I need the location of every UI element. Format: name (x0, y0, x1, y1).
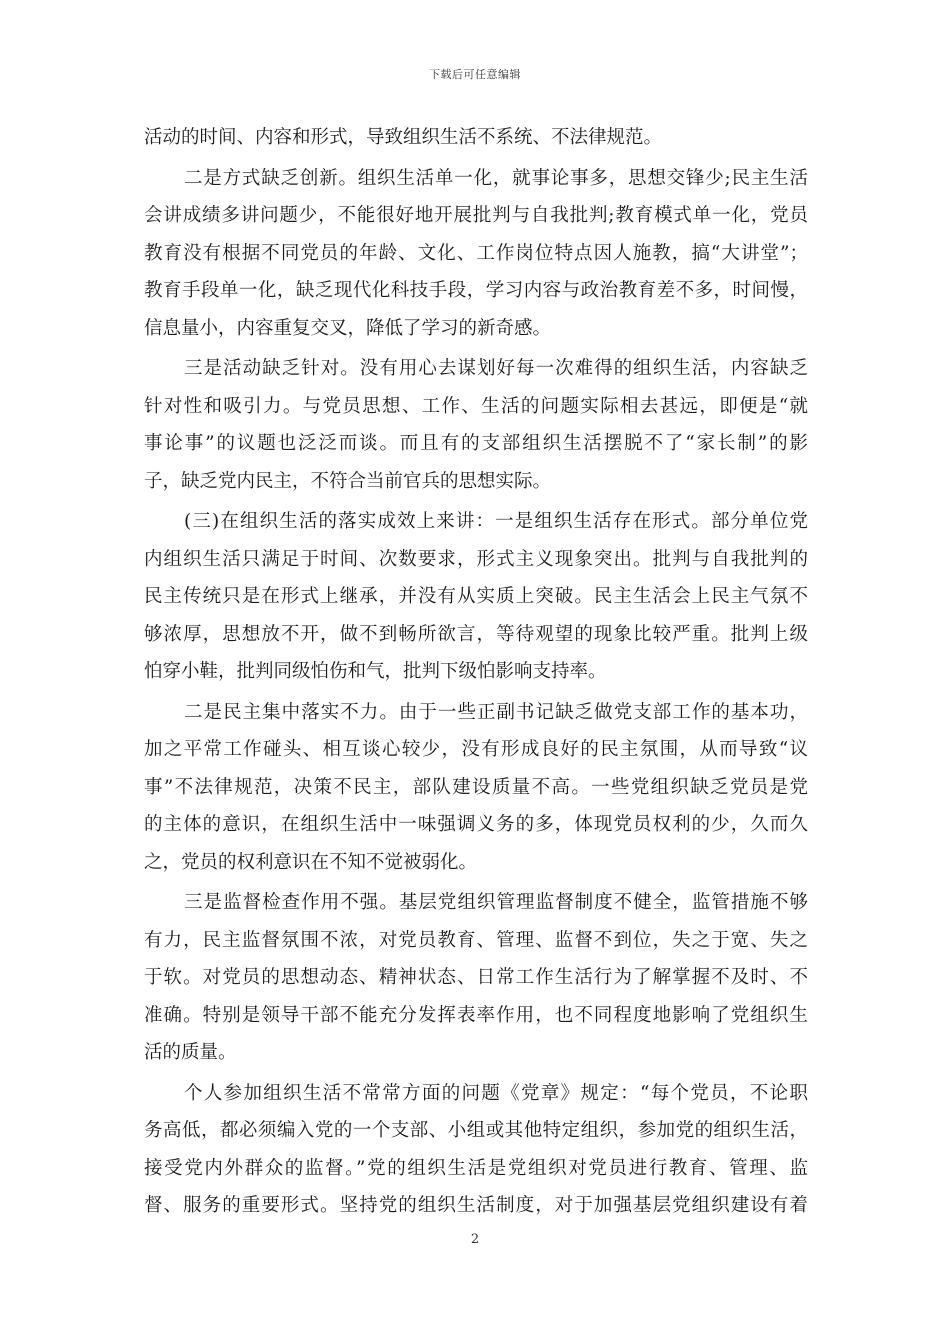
text-line: 怕穿小鞋，批判同级怕伤和气，批判下级怕影响支持率。 (144, 661, 607, 682)
text-line: 教育没有根据不同党员的年龄、文化、工作岗位特点因人施教，搞“大讲堂”； (144, 242, 808, 264)
text-line: 准确。特别是领导干部不能充分发挥表率作用，也不同程度地影响了党组织生 (144, 1004, 808, 1026)
paragraph (144, 350, 808, 500)
text-line: 够浓厚，思想放不开，做不到畅所欲言，等待观望的现象比较严重。批判上级 (144, 623, 808, 645)
page-header: 下载后可任意编辑 (429, 68, 521, 81)
text-line: 二是民主集中落实不力。由于一些正副书记缺乏做党支部工作的基本功， (184, 701, 808, 723)
paragraph (144, 503, 808, 691)
paragraph (144, 119, 808, 157)
text-line: 民主传统只是在形式上继承，并没有从实质上突破。民主生活会上民主气氛不 (144, 586, 808, 607)
text-line: 三是活动缺乏针对。没有用心去谋划好每一次难得的组织生活，内容缺乏 (184, 358, 808, 379)
paragraph (144, 1075, 808, 1225)
text-line: 子，缺乏党内民主，不符合当前官兵的思想实际。 (144, 470, 552, 492)
text-line: 内组织生活只满足于时间、次数要求，形式主义现象突出。批判与自我批判的 (144, 548, 808, 570)
text-line: 接受党内外群众的监督。”党的组织生活是党组织对党员进行教育、管理、监 (144, 1157, 808, 1179)
page-number: 2 (470, 1232, 480, 1247)
text-line: 有力，民主监督氛围不浓，对党员教育、管理、监督不到位，失之于宽、失之 (144, 929, 808, 951)
text-line: 活动的时间、内容和形式，导致组织生活不系统、不法律规范。 (144, 127, 663, 148)
paragraph (144, 694, 808, 882)
text-line: 事论事”的议题也泛泛而谈。而且有的支部组织生活摆脱不了“家长制”的影 (144, 433, 808, 454)
text-line: 于软。对党员的思想动态、精神状态、日常工作生活行为了解掌握不及时、不 (144, 967, 808, 988)
text-line: 三是监督检查作用不强。基层党组织管理监督制度不健全，监管措施不够 (184, 892, 808, 913)
text-line: 信息量小，内容重复交叉，降低了学习的新奇感。 (144, 317, 552, 339)
text-line: 教育手段单一化，缺乏现代化科技手段，学习内容与政治教育差不多，时间慢， (144, 280, 808, 301)
text-line: 务高低，都必须编入党的一个支部、小组或其他特定组织，参加党的组织生活， (144, 1120, 808, 1141)
text-line: 活的质量。 (144, 1042, 237, 1063)
text-line: 个人参加组织生活不常常方面的问题《党章》规定：“每个党员，不论职 (184, 1082, 808, 1104)
text-line: 事”不法律规范，决策不民主，部队建设质量不高。一些党组织缺乏党员是党 (144, 776, 808, 798)
text-line: 针对性和吸引力。与党员思想、工作、生活的问题实际相去甚远，即便是“就 (144, 395, 808, 417)
text-line: 二是方式缺乏创新。组织生活单一化，就事论事多，思想交锋少;民主生活 (184, 167, 808, 189)
text-line: 的主体的意识，在组织生活中一味强调义务的多，体现党员权利的少，久而久 (144, 814, 808, 835)
paragraph (144, 884, 808, 1072)
text-line: 会讲成绩多讲问题少，不能很好地开展批判与自我批判;教育模式单一化，党员 (144, 205, 808, 226)
text-line: 之，党员的权利意识在不知不觉被弱化。 (144, 851, 478, 873)
text-line: (三)在组织生活的落实成效上来讲：一是组织生活存在形式。部分单位党 (184, 511, 808, 532)
paragraph (144, 160, 808, 348)
text-line: 加之平常工作碰头、相互谈心较少，没有形成良好的民主氛围，从而导致“议 (144, 739, 808, 760)
document-body (144, 119, 808, 1225)
text-line: 督、服务的重要形式。坚持党的组织生活制度，对于加强基层党组织建设有着 (144, 1195, 808, 1216)
